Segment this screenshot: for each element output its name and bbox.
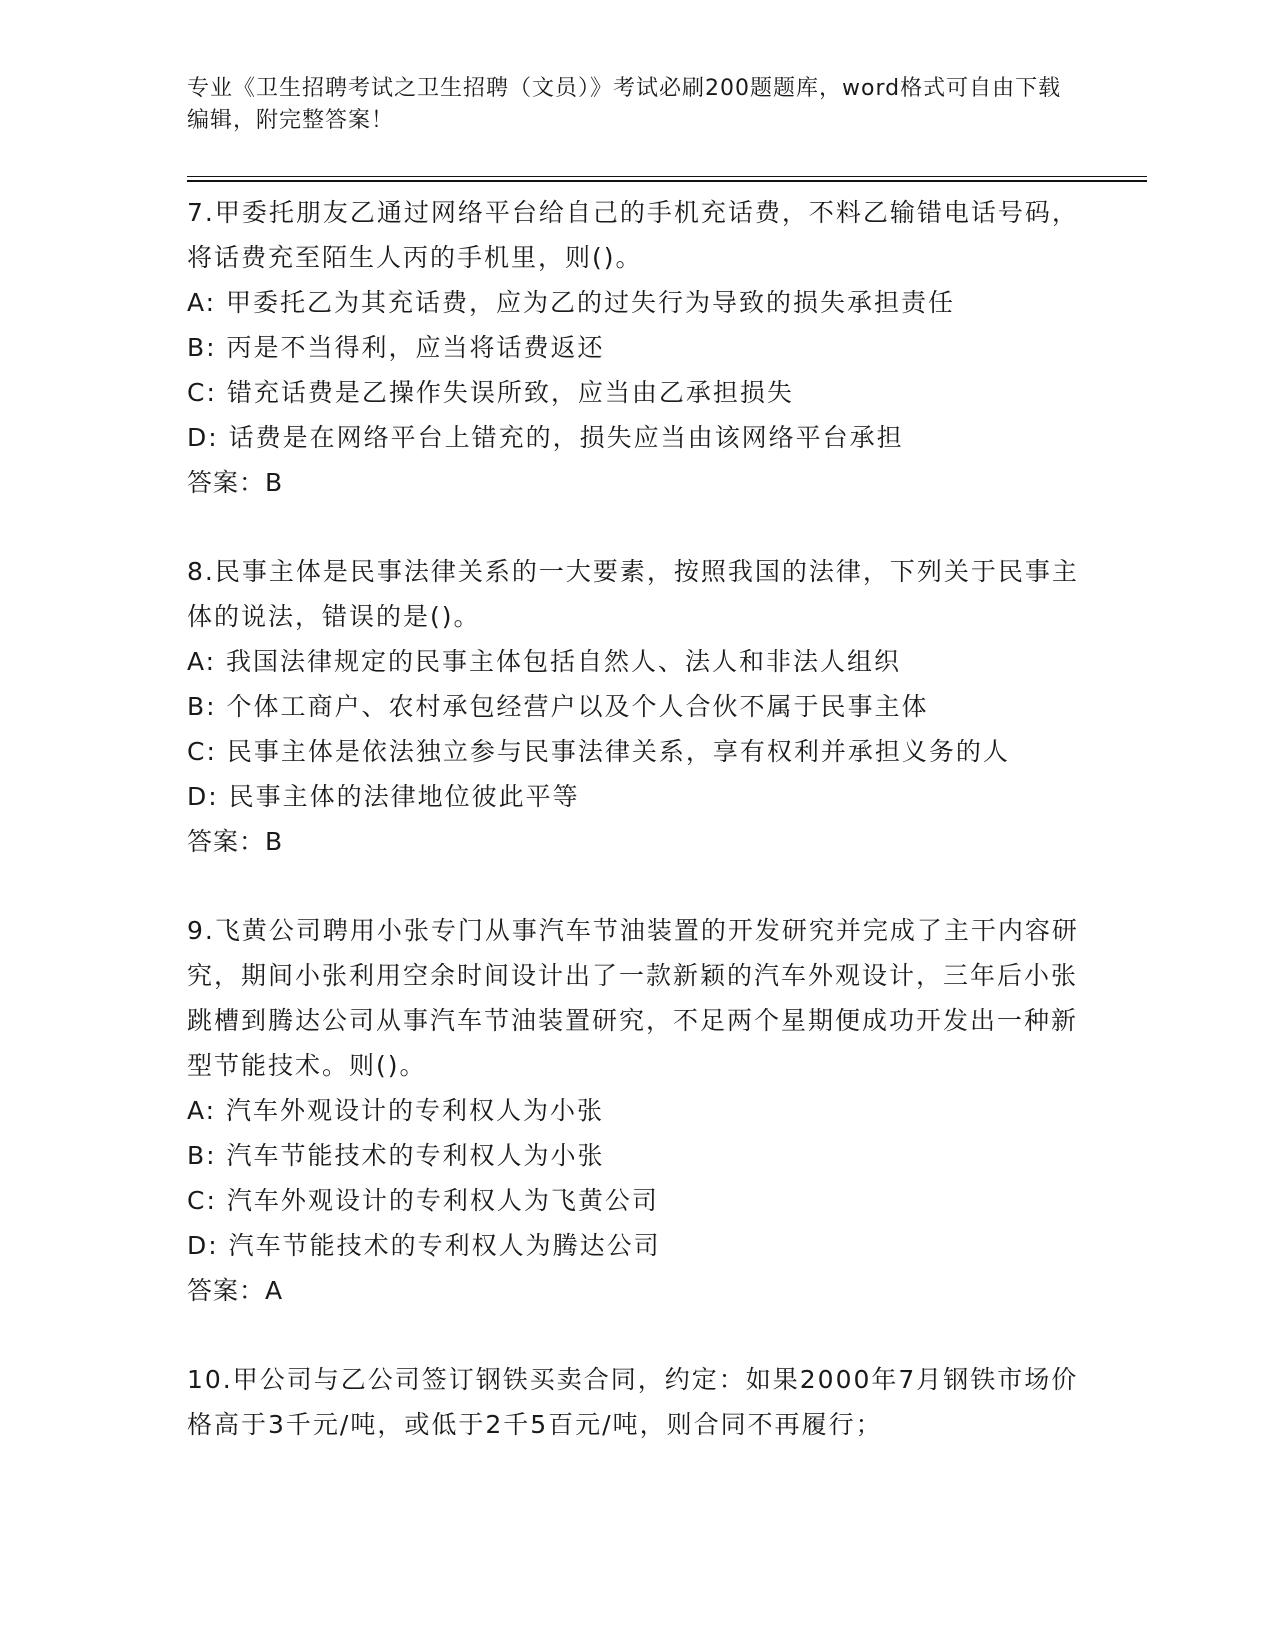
question-9	[187, 908, 1087, 1313]
question-10	[187, 1357, 1087, 1447]
question-7	[187, 190, 1087, 505]
page-header: 专业《卫生招聘考试之卫生招聘（文员）》考试必刷200题题库，word格式可自由下载编辑，附完整答案！	[187, 76, 1062, 133]
question-stem: 10.甲公司与乙公司签订钢铁买卖合同，约定：如果2000年7月钢铁市场价格高于3千元/吨，或低于2千5百元/吨，则合同不再履行；	[187, 1365, 1079, 1439]
option-d: D: 话费是在网络平台上错充的，损失应当由该网络平台承担	[187, 423, 904, 452]
option-d: D: 民事主体的法律地位彼此平等	[187, 782, 580, 811]
question-stem: 9.飞黄公司聘用小张专门从事汽车节油装置的开发研究并完成了主干内容研究，期间小张利用空余时间设计出了一款新颖的汽车外观设计，三年后小张跳槽到腾达公司从事汽车节油装置研究，不足两个星期便成功开发出一种新型节能技术。则()。	[187, 916, 1079, 1080]
answer-line: 答案：A	[187, 1276, 284, 1305]
header-divider	[187, 176, 1147, 182]
option-a: A: 甲委托乙为其充话费，应为乙的过失行为导致的损失承担责任	[187, 288, 956, 317]
question-list	[187, 190, 1087, 1491]
option-b: B: 汽车节能技术的专利权人为小张	[187, 1141, 605, 1170]
question-stem: 8.民事主体是民事法律关系的一大要素，按照我国的法律，下列关于民事主体的说法，错误的是()。	[187, 557, 1079, 631]
option-c: C: 错充话费是乙操作失误所致，应当由乙承担损失	[187, 378, 794, 407]
option-b: B: 丙是不当得利，应当将话费返还	[187, 333, 605, 362]
question-stem: 7.甲委托朋友乙通过网络平台给自己的手机充话费，不料乙输错电话号码，将话费充至陌生人丙的手机里，则()。	[187, 198, 1079, 272]
option-b: B: 个体工商户、农村承包经营户以及个人合伙不属于民事主体	[187, 692, 929, 721]
option-c: C: 汽车外观设计的专利权人为飞黄公司	[187, 1186, 659, 1215]
question-8	[187, 549, 1087, 864]
option-d: D: 汽车节能技术的专利权人为腾达公司	[187, 1231, 661, 1260]
option-a: A: 我国法律规定的民事主体包括自然人、法人和非法人组织	[187, 647, 902, 676]
option-c: C: 民事主体是依法独立参与民事法律关系，享有权利并承担义务的人	[187, 737, 1010, 766]
answer-line: 答案：B	[187, 468, 284, 497]
option-a: A: 汽车外观设计的专利权人为小张	[187, 1096, 605, 1125]
answer-line: 答案：B	[187, 827, 284, 856]
